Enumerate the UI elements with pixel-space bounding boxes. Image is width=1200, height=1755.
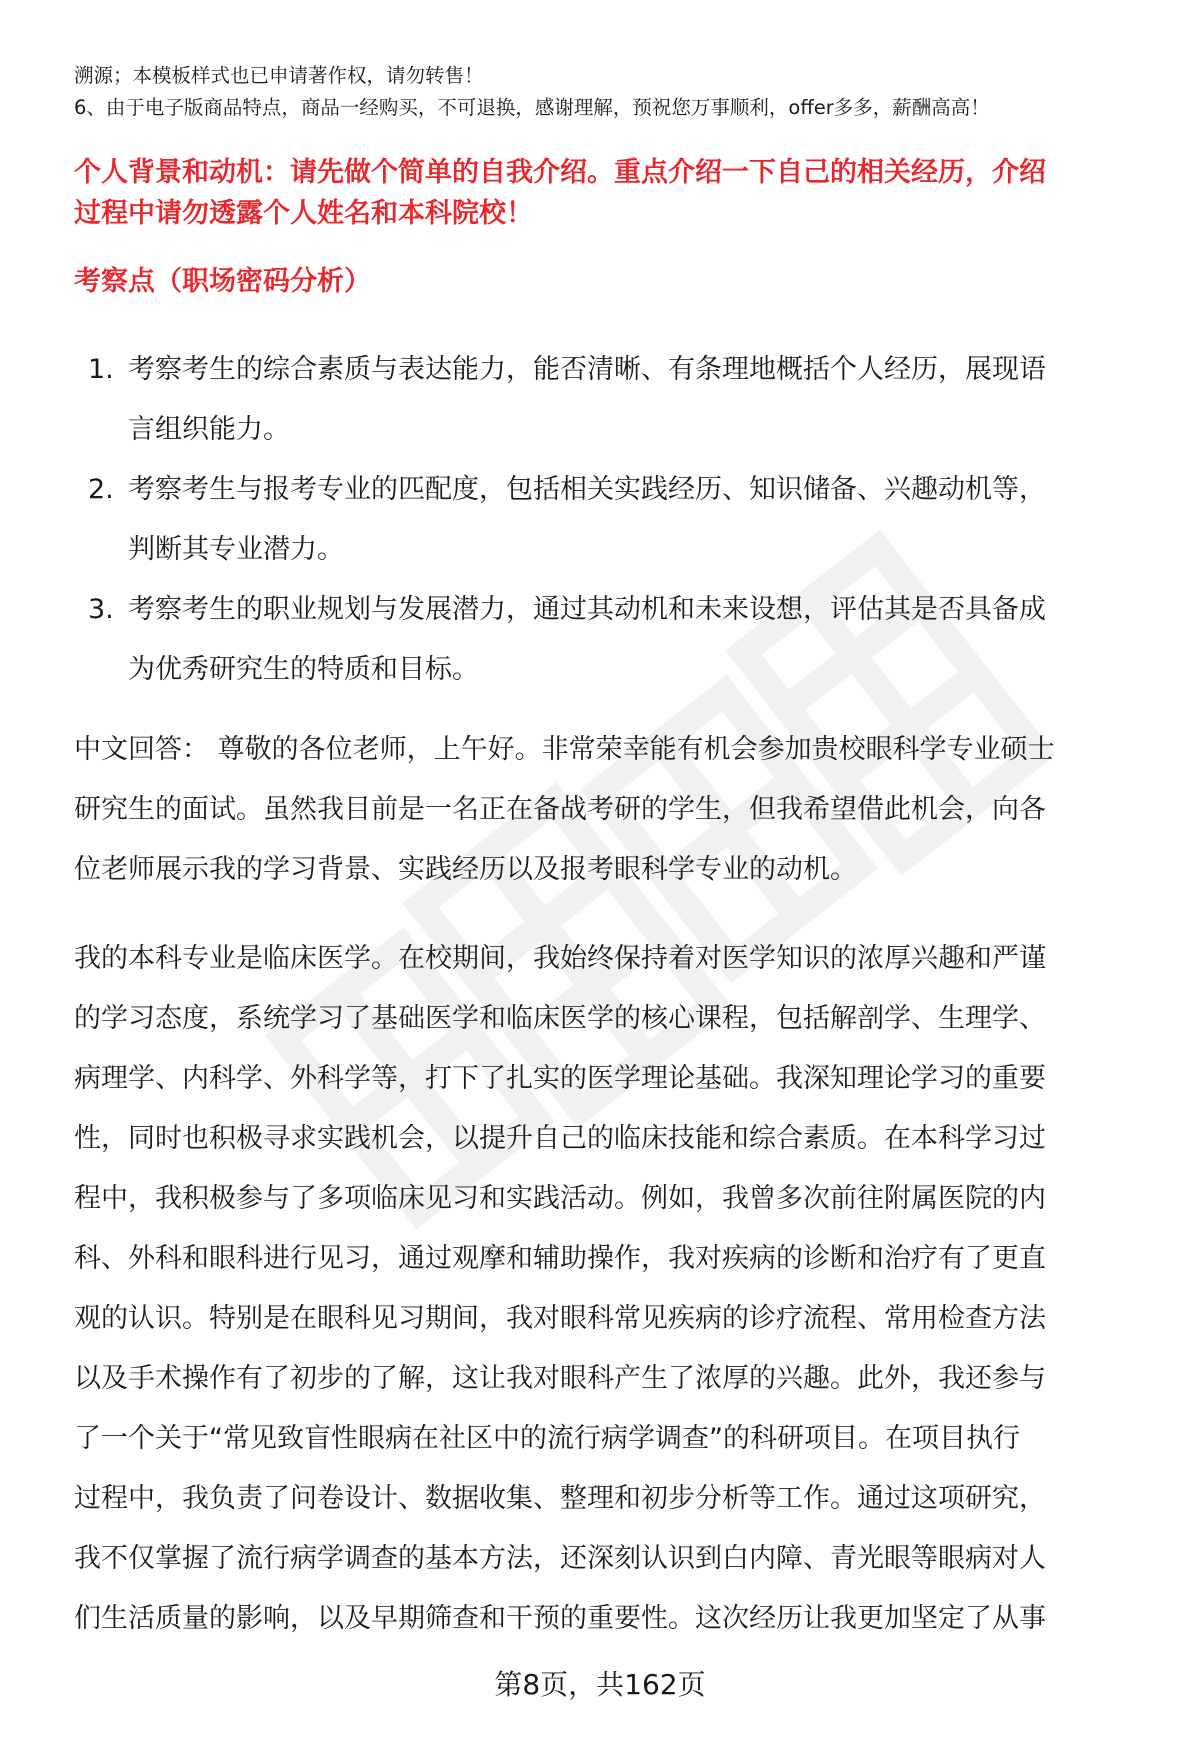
list-item-number: 1. xyxy=(88,354,114,385)
section-title: 考察点（职场密码分析） xyxy=(74,266,371,297)
paragraph-line: 研究生的面试。虽然我目前是一名正在备战考研的学生，但我希望借此机会，向各 xyxy=(74,794,1046,825)
list-item-line: 为优秀研究生的特质和目标。 xyxy=(128,654,479,685)
note-line: 6、由于电子版商品特点，商品一经购买，不可退换，感谢理解，预祝您万事顺利，offer多多，薪酬高高！ xyxy=(74,96,990,119)
list-item-line: 考察考生的综合素质与表达能力，能否清晰、有条理地概括个人经历，展现语 xyxy=(128,354,1046,385)
paragraph-line: 的学习态度，系统学习了基础医学和临床医学的核心课程，包括解剖学、生理学、 xyxy=(74,1003,1046,1034)
paragraph-line: 位老师展示我的学习背景、实践经历以及报考眼科学专业的动机。 xyxy=(74,854,857,885)
paragraph-line: 病理学、内科学、外科学等，打下了扎实的医学理论基础。我深知理论学习的重要 xyxy=(74,1063,1046,1094)
paragraph-line: 我的本科专业是临床医学。在校期间，我始终保持着对医学知识的浓厚兴趣和严谨 xyxy=(74,943,1046,974)
notes-block xyxy=(74,60,1154,124)
list-item-line: 言组织能力。 xyxy=(128,414,290,445)
list-item-number: 3. xyxy=(88,594,114,625)
question-heading xyxy=(74,152,1154,234)
page-number-footer: 第8页，共162页 xyxy=(494,1668,706,1701)
paragraph-line: 程中，我积极参与了多项临床见习和实践活动。例如，我曾多次前往附属医院的内 xyxy=(74,1183,1046,1214)
paragraph-line: 以及手术操作有了初步的了解，这让我对眼科产生了浓厚的兴趣。此外，我还参与 xyxy=(74,1363,1046,1394)
paragraph-line: 我不仅掌握了流行病学调查的基本方法，还深刻认识到白内障、青光眼等眼病对人 xyxy=(74,1543,1046,1574)
paragraph-line: 科、外科和眼科进行见习，通过观摩和辅助操作，我对疾病的诊断和治疗有了更直 xyxy=(74,1243,1046,1274)
paragraph-line: 了一个关于“常见致盲性眼病在社区中的流行病学调查”的科研项目。在项目执行 xyxy=(74,1423,1020,1454)
assessment-points-list xyxy=(74,340,1154,700)
paragraph-line: 过程中，我负责了问卷设计、数据收集、整理和初步分析等工作。通过这项研究， xyxy=(74,1483,1046,1514)
list-item xyxy=(74,580,1154,700)
list-item-line: 判断其专业潜力。 xyxy=(128,534,344,565)
list-item-number: 2. xyxy=(88,474,114,505)
answer-body-paragraph xyxy=(74,929,1154,1649)
list-item-line: 考察考生的职业规划与发展潜力，通过其动机和未来设想，评估其是否具备成 xyxy=(128,594,1046,625)
question-line: 个人背景和动机：请先做个简单的自我介绍。重点介绍一下自己的相关经历，介绍 xyxy=(74,157,1046,188)
question-line: 过程中请勿透露个人姓名和本科院校！ xyxy=(74,198,533,229)
note-line: 溯源；本模板样式也已申请著作权，请勿转售！ xyxy=(74,64,484,87)
list-item-line: 考察考生与报考专业的匹配度，包括相关实践经历、知识储备、兴趣动机等， xyxy=(128,474,1046,505)
list-item xyxy=(74,460,1154,580)
paragraph-line: 性，同时也积极寻求实践机会，以提升自己的临床技能和综合素质。在本科学习过 xyxy=(74,1123,1046,1154)
answer-intro-paragraph xyxy=(74,720,1154,900)
paragraph-line: 中文回答： 尊敬的各位老师，上午好。非常荣幸能有机会参加贵校眼科学专业硕士 xyxy=(74,734,1055,765)
paragraph-line: 观的认识。特别是在眼科见习期间，我对眼科常见疾病的诊疗流程、常用检查方法 xyxy=(74,1303,1046,1334)
paragraph-line: 们生活质量的影响，以及早期筛查和干预的重要性。这次经历让我更加坚定了从事 xyxy=(74,1603,1046,1634)
list-item xyxy=(74,340,1154,460)
